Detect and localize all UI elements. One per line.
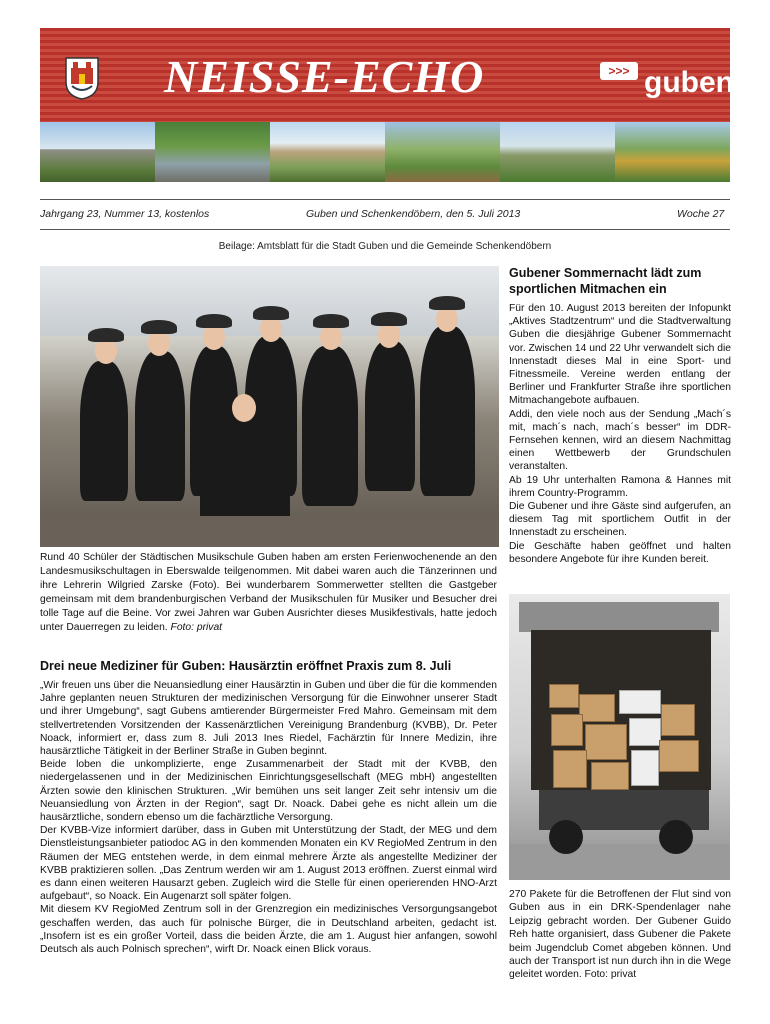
paragraph: Der KVBB-Vize informiert darüber, dass in Guben mit Unterstützung der Stadt, der MEG und dem Dienstleistungsanbieter patiodoc AG in den kommenden Monaten ein KV RegioMed Zentrum in den Räumen der MEG entstehen werde, in dem einmal mehrere Ärzte als angestellte Mediziner der KVBB praktizieren sollen. „Das Zentrum werden wir am 1. August 2013 eröffnen. Zuerst einmal wird es dann einen weiteren Hausarzt geben. Zugleich wird die Stelle für einen operierenden HNO-Arzt aufgebaut“, so Noack. Ein Augenarzt soll später folgen. (40, 825, 497, 903)
town-photo (40, 122, 155, 182)
newspaper-title: NEISSE-ECHO (164, 51, 485, 102)
town-photo (385, 122, 500, 182)
paragraph: Die Gubener und ihre Gäste sind aufgerufen, an diesem Tag mit sportlichem Outfit in der Innenstadt zu erscheinen. (509, 501, 731, 539)
article-heading: Gubener Sommernacht lädt zum sportlichen Mitmachen ein (509, 266, 702, 296)
photo-caption: Rund 40 Schüler der Städtischen Musikschule Guben haben am ersten Ferienwochenende an den Landesmusikschultagen in Eberswalde teilgenommen. Mit dabei waren auch die Tänzerinnen und ihre Lehrerin Wilgried Zarske (Foto). Bei wunderbarem Sommerwetter stellten die Gastgeber gemeinsam mit dem brandenburgischen Verband der Musikschulen für Musiker und Besucher drei tolle Tage auf die Beine. Vor zwei Jahren war Guben Ausrichter dieses Musikfestivals, hatte jedoch unter Dauerregen zu leiden. Foto: privat (40, 552, 497, 634)
town-photo (615, 122, 730, 182)
supplement-note: Beilage: Amtsblatt für die Stadt Guben und die Gemeinde Schenkendöbern (218, 241, 552, 252)
article-body (509, 302, 731, 566)
town-photo-strip (40, 122, 730, 182)
paragraph: Beide loben die unkomplizierte, enge Zusammenarbeit der Stadt mit der KVBB, den niedergelassenen und in der Medizinischen Einrichtungsgesellschaft (MEG mbH) angestellten Ärzten sowie den klinischen Strukturen. „Wir bemühen uns seit langer Zeit sehr intensiv um die Neuansiedlung von Ärzten in der Region“, sagt Dr. Noack. Dabei gehe es nicht allein um die hausärztliche, sondern ebenso um die fachärztliche Versorgung. (40, 759, 497, 824)
paragraph: „Wir freuen uns über die Neuansiedlung einer Hausärztin in Guben und über die für die kommenden Jahre geplanten neuen Strukturen der medizinischen Versorgung für die Einwohner unserer Stadt und ihrer Umgebung“, sagt Gubens amtierender Bürgermeister Fred Mahro. Gemeinsam mit dem stellvertretenden Vorsitzenden der Kassenärztlichen Vereinigung Brandenburg (KVBB), Dr. Peter Noack, informiert er, dass zum 8. Juli 2013 Ines Riedel, Fachärztin für Innere Medizin, ihre hausärztliche Tätigkeit in der Berliner Straße in Guben beginnt. (40, 680, 497, 758)
town-crest-icon (64, 56, 100, 100)
truck-photo (509, 594, 730, 880)
paragraph: Ab 19 Uhr unterhalten Ramona & Hannes mit ihrem Country-Programm. (509, 474, 731, 499)
town-photo (155, 122, 270, 182)
issue-week: Woche 27 (677, 208, 725, 220)
photo-credit: Foto: privat (170, 622, 223, 634)
paragraph: Für den 10. August 2013 bereiten der Infopunkt „Aktives Stadtzentrum“ und die Stadtverwaltung Guben die diesjährige Gubener Sommernacht vor. Zwischen 14 und 22 Uhr verwandelt sich die Innenstadt dieses Mal in eine Sport- und Fitnessmeile. Vereine werden entlang der Berliner und Frankfurter Straße ihre sportlichen Mitmachangebote aufbauen. (509, 303, 731, 407)
issue-date: Guben und Schenkendöbern, den 5. Juli 2013 (306, 208, 521, 220)
paragraph: Die Geschäfte haben geöffnet und halten besondere Angebote für ihre Kunden bereit. (509, 540, 731, 565)
truck-caption: 270 Pakete für die Betroffenen der Flut sind von Guben aus in ein DRK-Spendenlager nahe Leipzig gebracht worden. Der Gubener Guido Reh hatte organisiert, dass Gubener die Pakete beim Jugendclub Comet abgeben können. Und auch der Transport ist nun durch ihn in die Wege geleitet worden. Foto: privat (509, 889, 731, 981)
logo-text: guben (644, 66, 734, 99)
article-heading: Drei neue Mediziner für Guben: Hausärztin eröffnet Praxis zum 8. Juli (40, 659, 452, 673)
logo-chevrons: >>> (600, 62, 638, 80)
town-photo (500, 122, 615, 182)
town-photo (270, 122, 385, 182)
issue-number: Jahrgang 23, Nummer 13, kostenlos (40, 208, 210, 220)
paragraph: Mit diesem KV RegioMed Zentrum soll in der Grenzregion ein medizinisches Versorgungsangebot geschaffen werden, das auch für polnische Bürger, die in Deutschland arbeiten, gedacht ist. „Insofern ist es ein großer Vorteil, dass die beiden Ärzte, die am 1. August hier anfangen, sowohl Deutsch als auch Polnisch sprechen“, wirft Dr. Noack einen Blick voraus. (40, 904, 497, 956)
article-body (40, 679, 497, 956)
dancers-photo (40, 266, 499, 547)
divider (40, 199, 730, 200)
divider (40, 229, 730, 230)
guben-logo (600, 58, 734, 110)
masthead (40, 28, 734, 122)
paragraph: Addi, den viele noch aus der Sendung „Mach´s mit, mach´s nach, mach´s besser“ im DDR-Fernsehen kennen, wird an diesem Nachmittag einen Wettbewerb der Grundschulen veranstalten. (509, 408, 731, 473)
